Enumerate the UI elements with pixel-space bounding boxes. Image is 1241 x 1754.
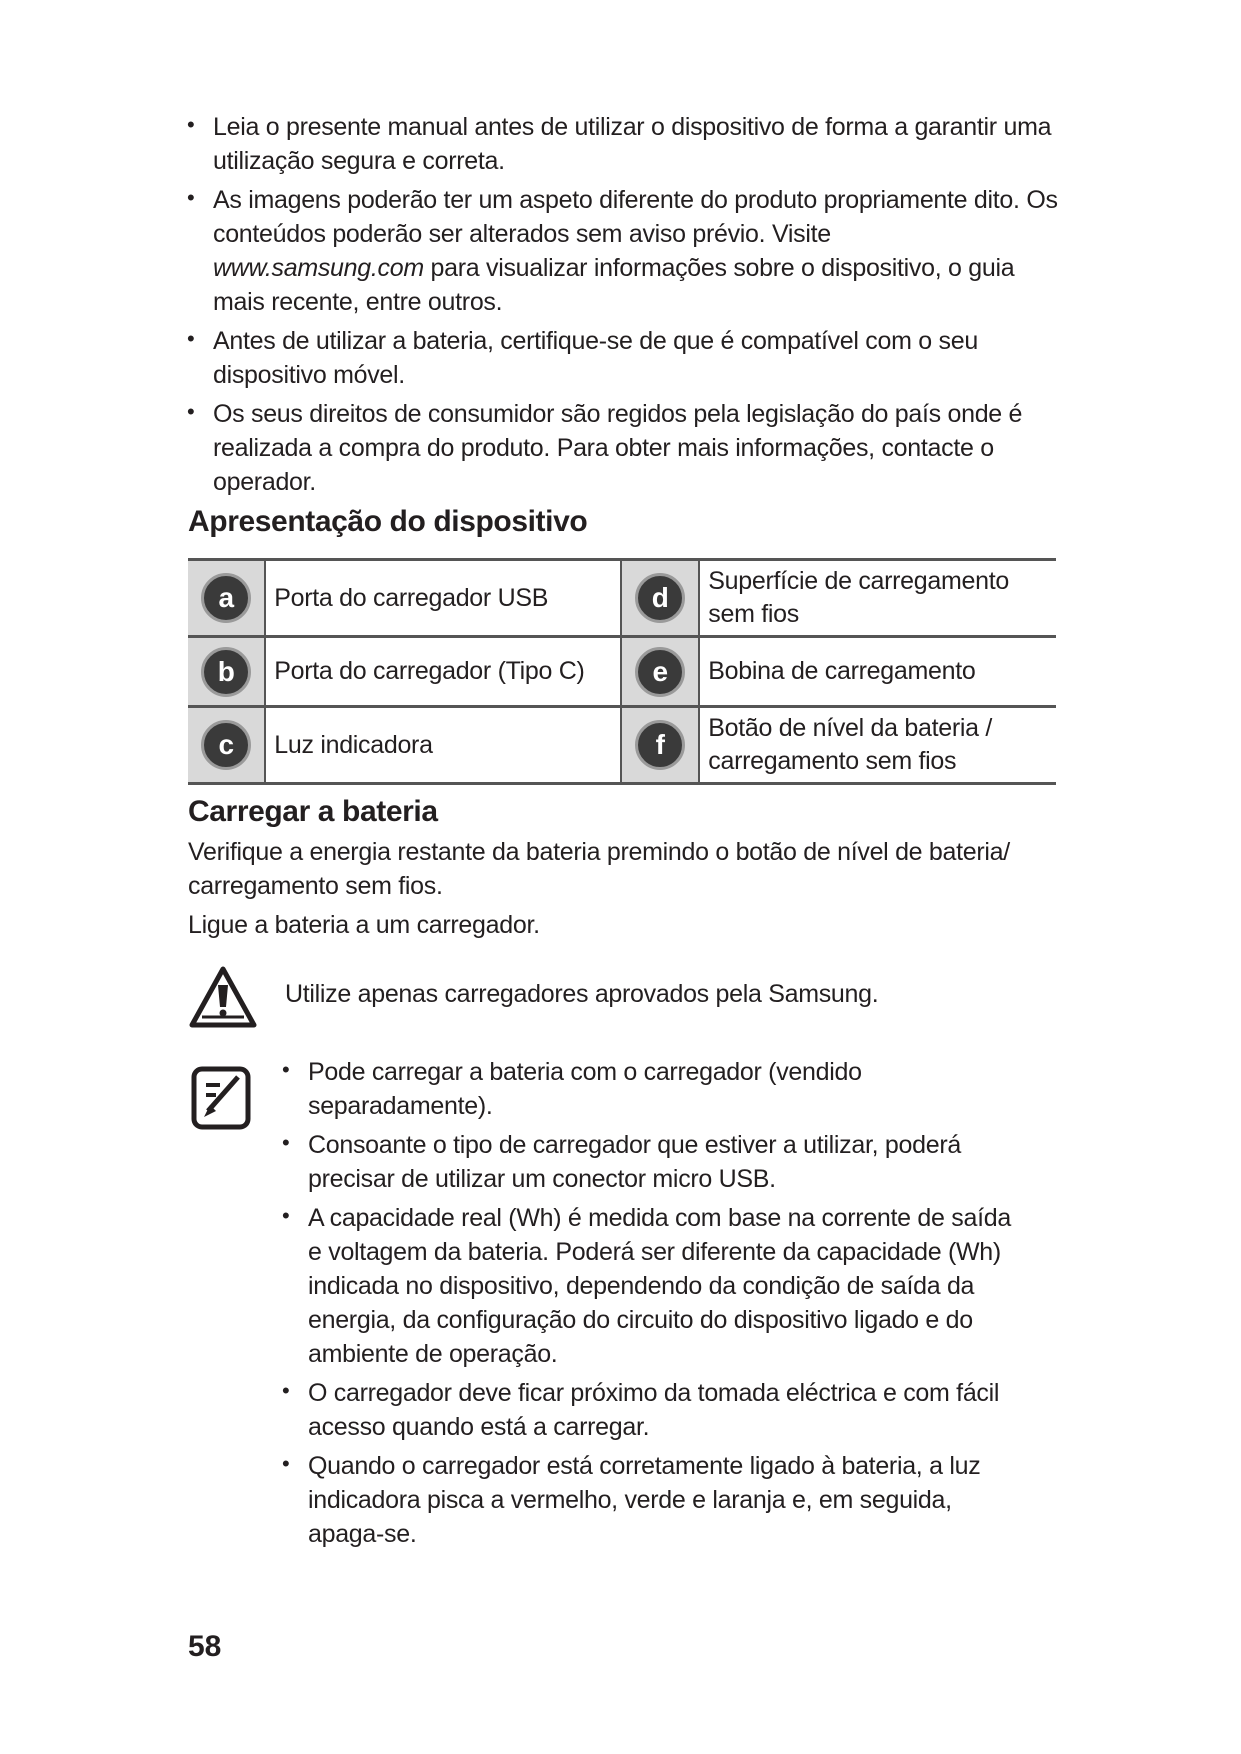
- warning-icon: [188, 965, 258, 1031]
- part-c-badge: c: [201, 720, 251, 770]
- intro-bullet-2: [187, 183, 1067, 319]
- intro-bullet-1: • Leia o presente manual antes de utilizar o dispositivo de forma a garantir uma utilização segura e correta.: [187, 110, 1067, 178]
- page-number: 58: [188, 1630, 222, 1663]
- part-f-badge: f: [635, 720, 685, 770]
- part-f-icon-cell: [621, 707, 699, 784]
- device-parts-table: [188, 558, 1056, 785]
- table-row: [188, 637, 1056, 707]
- part-d-icon-cell: [621, 560, 699, 637]
- samsung-link[interactable]: www.samsung.com: [213, 254, 424, 282]
- part-d-label: Superfície de carregamento sem fios: [708, 567, 1009, 628]
- part-a-label: Porta do carregador USB: [265, 560, 621, 637]
- part-e-badge: e: [635, 647, 685, 697]
- intro-bullet-3: • Antes de utilizar a bateria, certifique-se de que é compatível com o seu dispositivo móvel.: [187, 324, 1067, 392]
- part-a-badge: a: [201, 573, 251, 623]
- intro-list: [187, 110, 1067, 504]
- charge-paragraph-1: Verifique a energia restante da bateria premindo o botão de nível de bateria/ carregamento sem fios.: [188, 838, 1010, 900]
- part-e-icon-cell: [621, 637, 699, 707]
- note-icon: [190, 1063, 252, 1131]
- part-d-badge: d: [635, 573, 685, 623]
- part-e-label: Bobina de carregamento: [708, 657, 976, 685]
- table-row: [188, 707, 1056, 784]
- note-item: • Consoante o tipo de carregador que estiver a utilizar, poderá precisar de utilizar um conector micro USB.: [282, 1128, 1022, 1196]
- intro-bullet-2-pre: As imagens poderão ter um aspeto diferente do produto propriamente dito. Os conteúdos poderão ser alterados sem aviso prévio. Visite: [213, 186, 1058, 248]
- warning-text: Utilize apenas carregadores aprovados pela Samsung.: [285, 980, 879, 1008]
- note-item: • Quando o carregador está corretamente ligado à bateria, a luz indicadora pisca a vermelho, verde e laranja e, em seguida, apaga-se.: [282, 1449, 1022, 1551]
- note-item: • O carregador deve ficar próximo da tomada eléctrica e com fácil acesso quando está a carregar.: [282, 1376, 1022, 1444]
- intro-bullet-2-post: para visualizar informações sobre o dispositivo, o guia mais recente, entre outros.: [213, 254, 1015, 316]
- intro-bullet-4: • Os seus direitos de consumidor são regidos pela legislação do país onde é realizada a compra do produto. Para obter mais informações, contacte o operador.: [187, 397, 1067, 499]
- table-row: [188, 560, 1056, 637]
- charge-paragraph-2: Ligue a bateria a um carregador.: [188, 911, 540, 939]
- part-c-icon-cell: [188, 707, 265, 784]
- part-f-label: Botão de nível da bateria / carregamento sem fios: [708, 714, 993, 775]
- part-b-icon-cell: [188, 637, 265, 707]
- section-title-charging: Carregar a bateria: [188, 795, 438, 828]
- part-b-badge: b: [201, 647, 251, 697]
- part-a-icon-cell: [188, 560, 265, 637]
- note-item: • Pode carregar a bateria com o carregador (vendido separadamente).: [282, 1055, 1022, 1123]
- note-item: • A capacidade real (Wh) é medida com base na corrente de saída e voltagem da bateria. Poderá ser diferente da capacidade (Wh) indicada no dispositivo, dependendo da condição de saída da energia, da configuração do circuito do dispositivo ligado e do ambiente de operação.: [282, 1201, 1022, 1371]
- part-b-label: Porta do carregador (Tipo C): [265, 637, 621, 707]
- notes-list: [282, 1055, 1022, 1556]
- section-title-device-layout: Apresentação do dispositivo: [188, 505, 588, 538]
- part-c-label: Luz indicadora: [265, 707, 621, 784]
